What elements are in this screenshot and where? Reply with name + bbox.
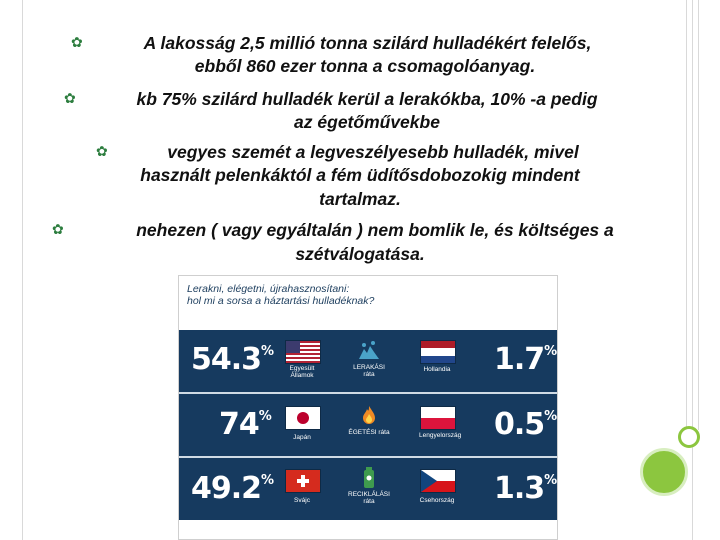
frame-line-right (692, 0, 693, 540)
method-landfill (347, 339, 391, 378)
left-country-label: Japán (293, 434, 311, 441)
bullet-3-line-1: vegyes szemét a legveszélyesebb hulladék, mivel (167, 142, 579, 162)
left-value-number: 54.3 (191, 342, 262, 377)
right-value (494, 471, 556, 506)
flame-icon (358, 404, 380, 426)
left-value-number: 49.2 (191, 471, 262, 506)
right-country-label: Hollandia (423, 366, 451, 373)
left-value (219, 407, 271, 442)
recycle-bin-icon (358, 466, 380, 488)
bullet-icon: ✿ (64, 90, 76, 106)
japan-flag-icon (285, 406, 321, 430)
bullet-1-line-2: ebből 860 ezer tonna a csomagolóanyag. (194, 56, 536, 76)
left-value (191, 471, 273, 506)
landfill-icon (358, 339, 380, 361)
switzerland-flag-icon (285, 469, 321, 493)
left-value (191, 342, 273, 377)
czech-flag-icon (420, 469, 456, 493)
method-incineration (347, 404, 391, 436)
usa-flag-icon (285, 340, 321, 364)
percent-sign: % (261, 344, 274, 359)
right-value (494, 342, 556, 377)
left-country-label: Egyesült Államok (289, 365, 315, 379)
percent-sign: % (544, 473, 557, 488)
bullet-icon: ✿ (52, 221, 64, 237)
bullet-4-line-1: nehezen ( vagy egyáltalán ) nem bomlik le, és költséges a (136, 220, 614, 240)
percent-sign: % (544, 344, 557, 359)
poland-flag-icon (420, 406, 456, 430)
right-value-number: 1.3 (494, 471, 545, 506)
infographic-title (187, 283, 374, 307)
infographic-title-line-2: hol mi a sorsa a háztartási hulladéknak? (187, 295, 375, 307)
bullet-2-line-1: kb 75% szilárd hulladék kerül a lerakókba, 10% -a pedig (136, 89, 598, 109)
percent-sign: % (258, 409, 271, 424)
right-value-number: 1.7 (494, 342, 545, 377)
left-value-number: 74 (219, 407, 259, 442)
method-label: LERAKÁSI ráta (353, 364, 385, 378)
waste-infographic (178, 275, 558, 540)
frame-line-left (22, 0, 23, 540)
method-label: ÉGETÉSI ráta (348, 429, 390, 436)
infographic-title-line-1: Lerakni, elégetni, újrahasznosítani: (187, 283, 350, 295)
decorative-ring (678, 426, 700, 448)
percent-sign: % (261, 473, 274, 488)
percent-sign: % (544, 409, 557, 424)
right-value-number: 0.5 (494, 407, 545, 442)
right-country-label: Csehország (419, 497, 455, 504)
decorative-green-circle (640, 448, 688, 496)
bullet-icon: ✿ (71, 34, 83, 50)
infographic-row-recycling (179, 458, 558, 520)
right-country-label: Lengyelország (419, 432, 462, 439)
netherlands-flag-icon (420, 340, 456, 364)
infographic-row-incineration (179, 394, 558, 456)
right-value (494, 407, 556, 442)
bullet-icon: ✿ (96, 143, 108, 159)
bullet-4-line-2: szétválogatása. (295, 244, 425, 264)
method-recycling (347, 466, 391, 505)
bullet-3-line-3: tartalmaz. (319, 189, 401, 209)
bullet-2-line-2: az égetőművekbe (294, 112, 440, 132)
method-label: RECIKLÁLÁSI ráta (348, 491, 390, 505)
bullet-3-line-2: használt pelenkáktól a fém üdítősdobozokig mindent (140, 165, 580, 185)
infographic-row-landfill (179, 330, 558, 392)
bullet-1-line-1: A lakosság 2,5 millió tonna szilárd hulladékért felelős, (143, 33, 592, 53)
left-country-label: Svájc (294, 497, 310, 504)
